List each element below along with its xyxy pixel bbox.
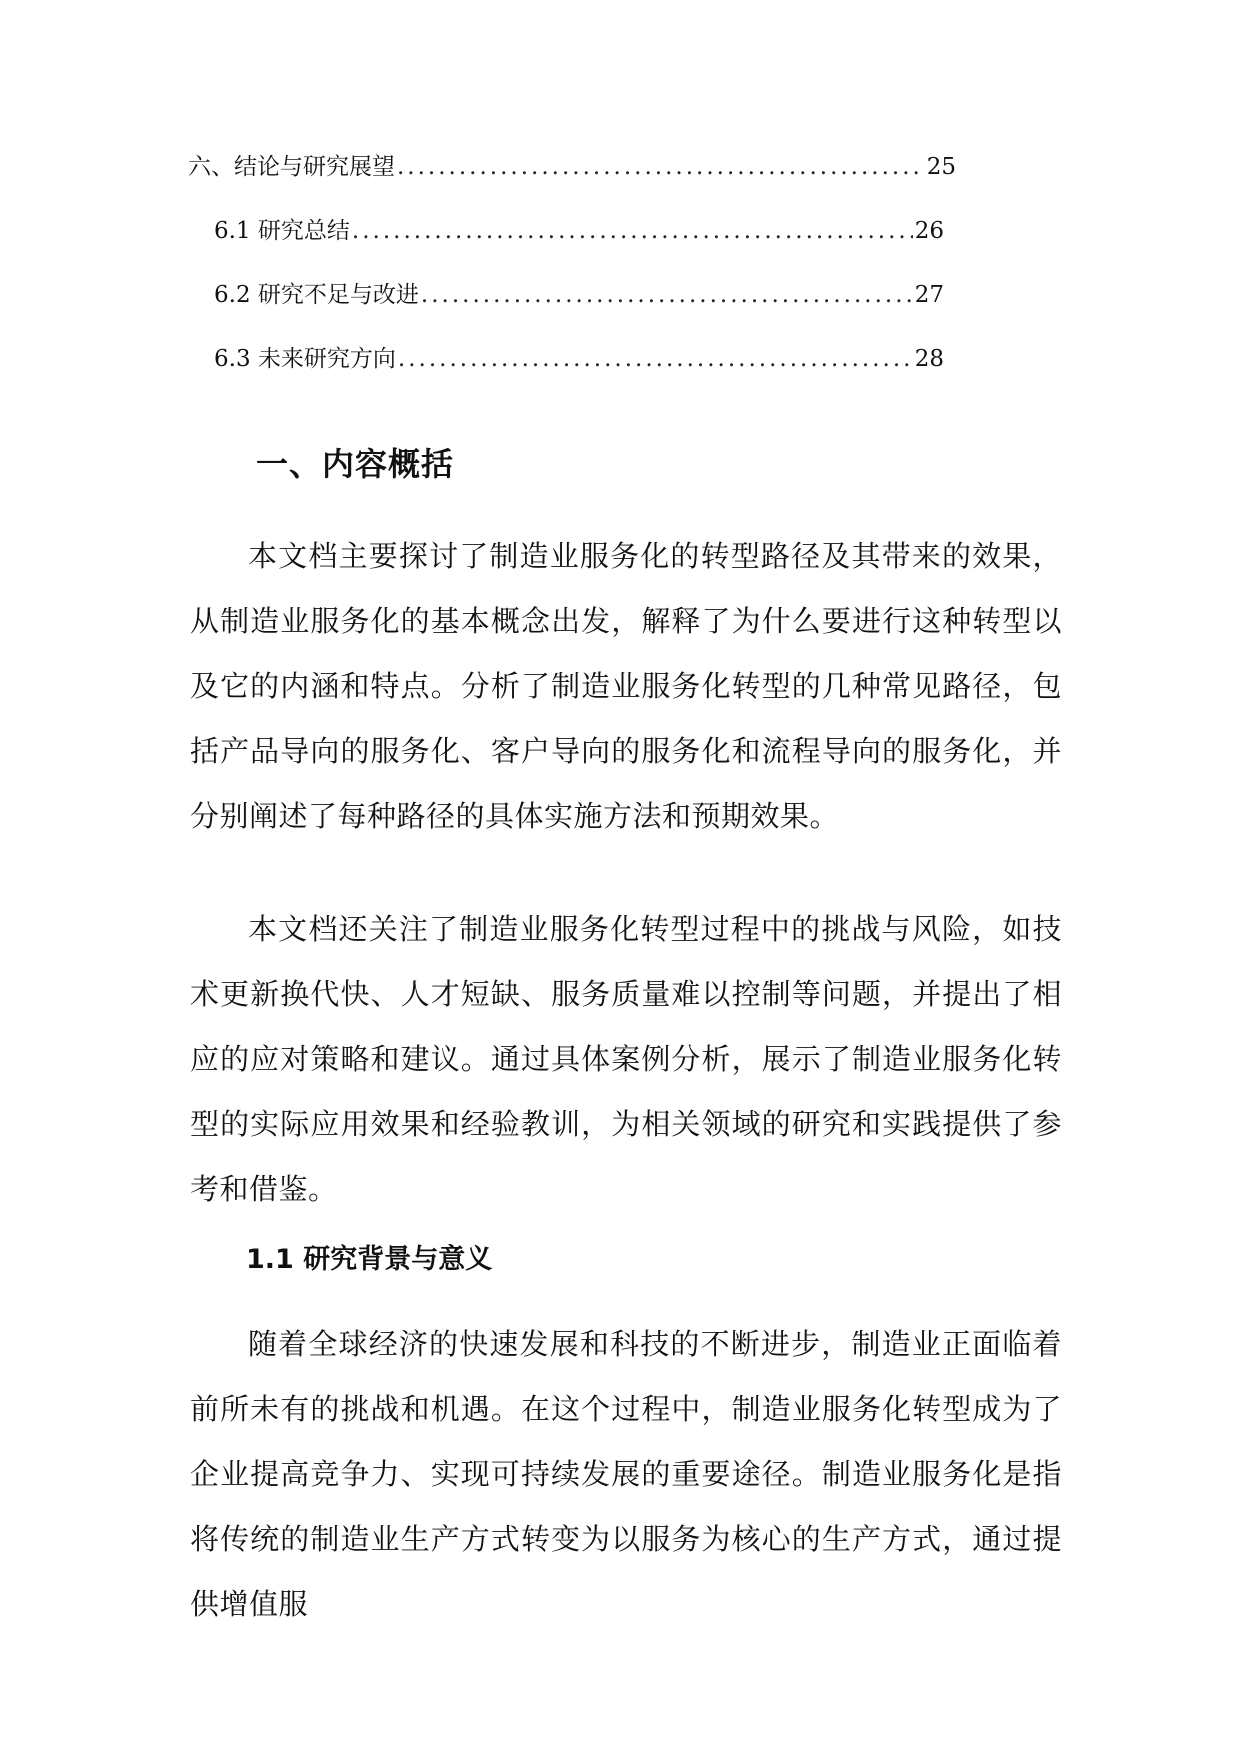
toc-entry[interactable] <box>214 280 944 310</box>
toc-leader-dots <box>421 280 913 310</box>
toc-entry-page: 25 <box>926 154 956 180</box>
toc-entry-page: 27 <box>914 282 944 308</box>
toc-entry-label: 6.2 研究不足与改进 <box>214 282 419 308</box>
section-heading: 一、内容概括 <box>256 445 455 483</box>
toc-entry[interactable] <box>214 216 944 246</box>
toc-entry[interactable] <box>214 344 944 374</box>
toc-entry-page: 26 <box>914 218 944 244</box>
toc-entry[interactable] <box>188 152 956 182</box>
toc-entry-label: 6.3 未来研究方向 <box>214 346 396 372</box>
toc-leader-dots <box>352 216 913 246</box>
toc-entry-page: 28 <box>914 346 944 372</box>
subsection-heading: 1.1 研究背景与意义 <box>246 1244 493 1275</box>
body-paragraph: 本文档还关注了制造业服务化转型过程中的挑战与风险，如技术更新换代快、人才短缺、服务质量难以控制等问题，并提出了相应的应对策略和建议。通过具体案例分析，展示了制造业服务化转型的实际应用效果和经验教训，为相关领域的研究和实践提供了参考和借鉴。 <box>190 912 1062 1206</box>
body-paragraph: 本文档主要探讨了制造业服务化的转型路径及其带来的效果，从制造业服务化的基本概念出发，解释了为什么要进行这种转型以及它的内涵和特点。分析了制造业服务化转型的几种常见路径，包括产品导向的服务化、客户导向的服务化和流程导向的服务化，并分别阐述了每种路径的具体实施方法和预期效果。 <box>190 539 1062 833</box>
toc-leader-dots <box>397 152 925 182</box>
body-paragraph: 随着全球经济的快速发展和科技的不断进步，制造业正面临着前所未有的挑战和机遇。在这个过程中，制造业服务化转型成为了企业提高竞争力、实现可持续发展的重要途径。制造业服务化是指将传统的制造业生产方式转变为以服务为核心的生产方式，通过提供增值服 <box>190 1327 1062 1621</box>
toc-entry-label: 六、结论与研究展望 <box>188 154 395 180</box>
toc-entry-label: 6.1 研究总结 <box>214 218 350 244</box>
toc-leader-dots <box>398 344 913 374</box>
